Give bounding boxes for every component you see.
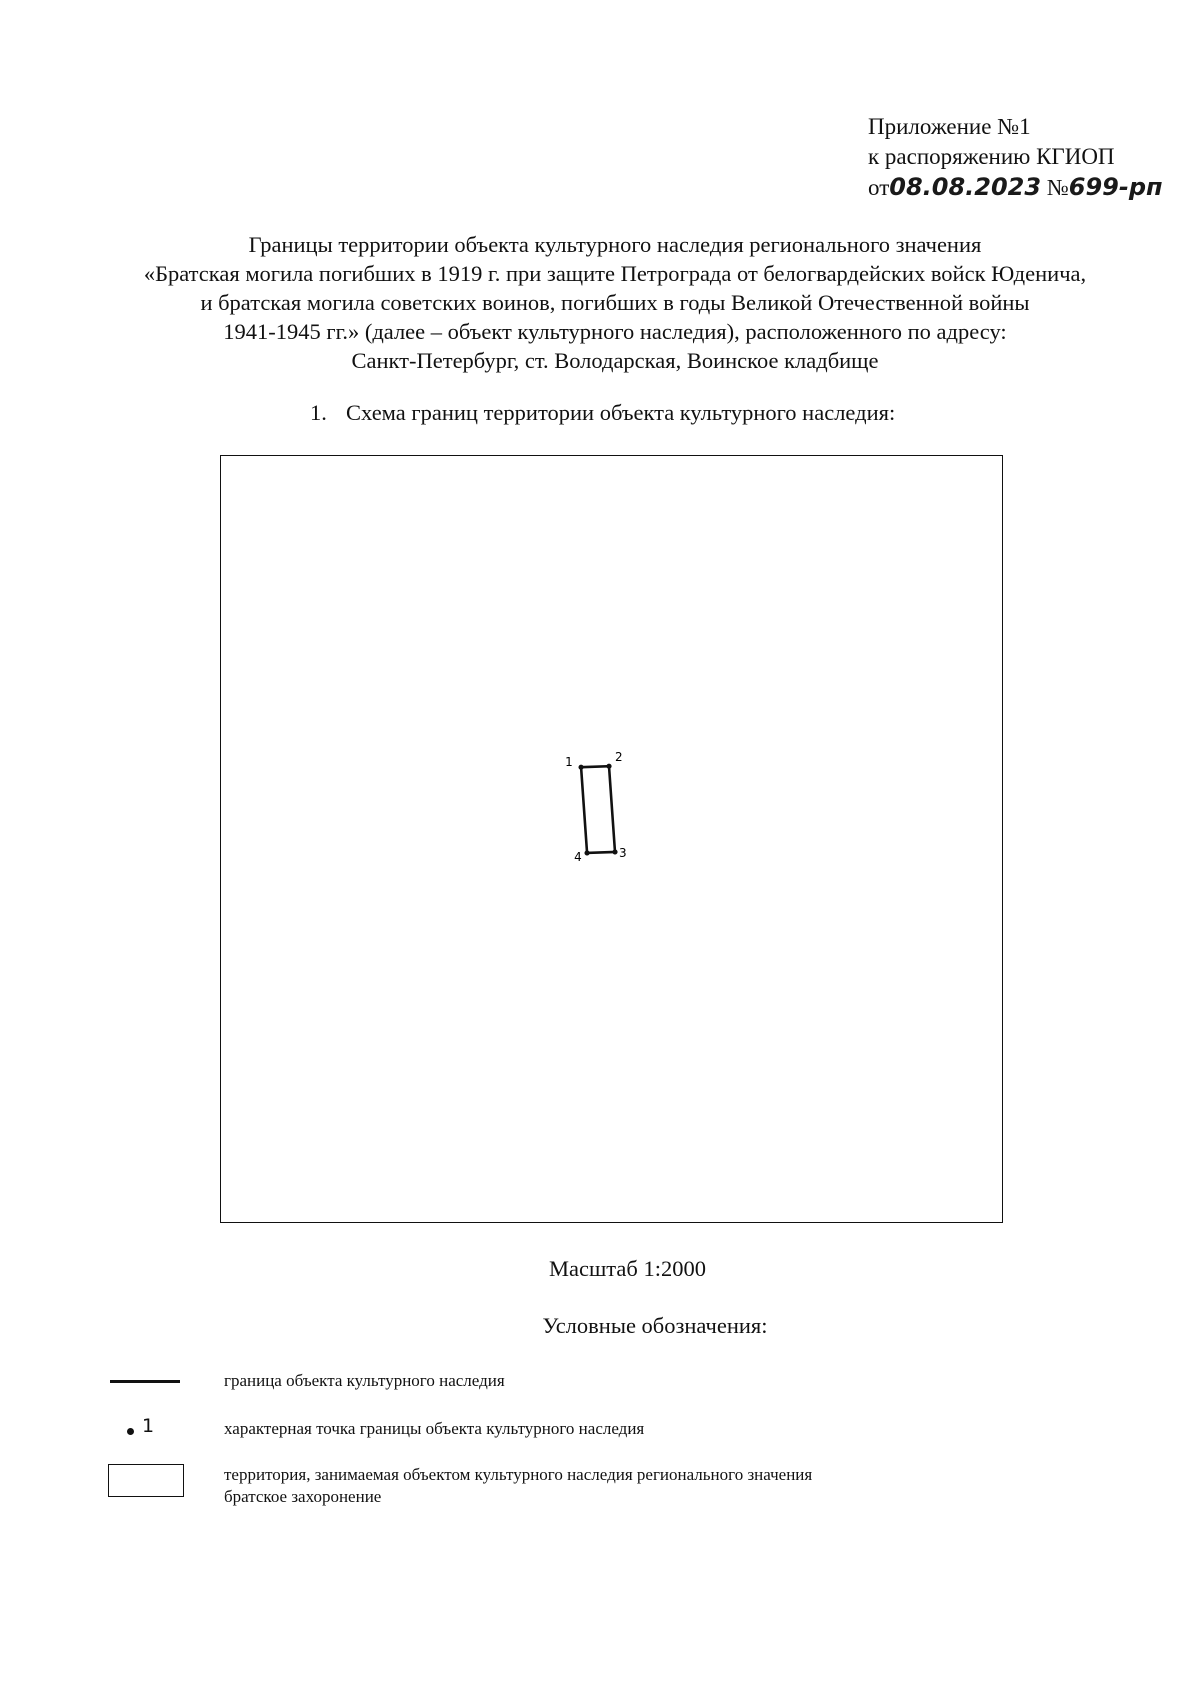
order-date: 08.08.2023 [889, 173, 1042, 201]
section-text: Схема границ территории объекта культурного наследия: [346, 400, 896, 425]
boundary-point-2 [606, 764, 611, 769]
appendix-order: к распоряжению КГИОП [868, 144, 1115, 169]
boundary-line-icon [110, 1380, 180, 1383]
boundary-point-1 [578, 765, 583, 770]
legend-title [0, 1313, 1200, 1339]
point-label-4: 4 [574, 849, 582, 864]
boundary-point-3 [612, 849, 617, 854]
legend-point-label: 1 [142, 1415, 155, 1437]
heading-line: 1941-1945 гг.» (далее – объект культурного наследия), расположенного по адресу: [223, 319, 1007, 344]
legend-title-text: Условные обозначения: [542, 1313, 768, 1338]
appendix-block [868, 112, 1188, 203]
territory-boundary [581, 766, 615, 853]
appendix-date-line [868, 172, 1188, 203]
legend-symbol-line [108, 1370, 188, 1410]
map-canvas [221, 456, 1002, 1222]
section-number: 1. [310, 400, 327, 425]
heading-line: Санкт-Петербург, ст. Володарская, Воинское кладбище [351, 348, 879, 373]
legend-text: граница объекта культурного наследия [224, 1371, 505, 1390]
boundary-map [220, 455, 1003, 1223]
point-label-2: 2 [614, 750, 623, 765]
heading-line: «Братская могила погибших в 1919 г. при защите Петрограда от белогвардейских войск Юденича, [143, 261, 1087, 286]
point-label-1: 1 [565, 755, 573, 770]
document-heading [60, 230, 1170, 375]
boundary-point-4 [584, 850, 589, 855]
number-prefix: № [1046, 175, 1069, 200]
legend-text-line2: братское захоронение [224, 1487, 382, 1506]
section-title [310, 400, 895, 426]
legend-symbol-point [108, 1415, 188, 1458]
date-prefix: от [868, 175, 890, 200]
heading-line: Границы территории объекта культурного наследия регионального значения [248, 232, 982, 257]
heading-line: и братская могила советских воинов, погибших в годы Великой Отечественной войны [200, 290, 1030, 315]
legend-symbol-rectangle [108, 1464, 188, 1504]
legend-text-block [224, 1464, 1124, 1508]
point-dot-icon [127, 1428, 134, 1435]
order-number: 699-рп [1068, 173, 1163, 201]
scale-text: Масштаб 1:2000 [549, 1256, 706, 1281]
legend-text: территория, занимаемая объектом культурного наследия регионального значения [224, 1465, 813, 1484]
point-label-3: 3 [618, 845, 627, 860]
map-scale [0, 1256, 1200, 1282]
legend-text: характерная точка границы объекта культурного наследия [224, 1419, 645, 1438]
appendix-title: Приложение №1 [868, 114, 1031, 139]
territory-rectangle-icon [108, 1464, 184, 1497]
